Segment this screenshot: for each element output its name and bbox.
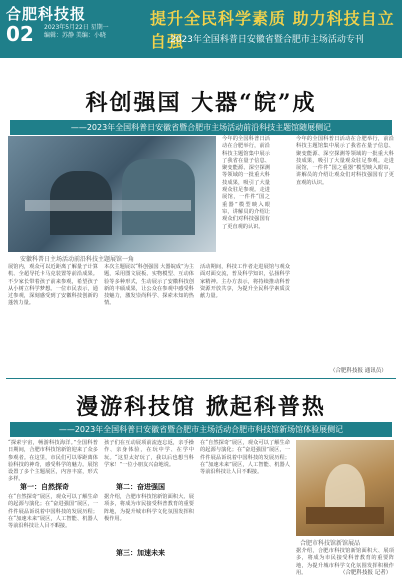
article2-photo-caption: 合肥市科技馆新馆展品 (300, 540, 361, 547)
article1-body-col3: 活动期间，科技工作者走进展馆与观众面对面交流，普及科学知识，弘扬科学家精神。主办方表示，将持续推动科普资源开放共享，为提升全民科学素质贡献力量。 (200, 264, 290, 300)
article1-body-col4: 今年的全国科普日活动在合肥举行，前沿科技主题馆集中展示了我省在量子信息、聚变能源、深空探测等领域的一批重大科技成果，吸引了大量观众驻足参观。走进展馆，一件件“国之重器”模型映入眼帘，讲解员的介绍让观众们对科技强国有了更直观的认识。 (296, 136, 394, 186)
article1-photo (8, 136, 216, 252)
article1-credit: （合肥科技报 通讯员） (330, 368, 387, 374)
newspaper-logo: 合肥科技报 (6, 5, 87, 23)
article2-body-col3: 在“自然探奇”展区，观众可以了解生命的起源与演化；在“奋进强国”展区，一件件展品诉说着中国科技的发展历程；在“加速未来”展区，人工智能、机器人等前沿科技让人目不暇接。 (200, 440, 290, 476)
article2-headline: 漫游科技馆 掀起科普热 (76, 394, 326, 420)
issue-date: 2023年5月22日 星期一 (44, 24, 109, 31)
article1-headline: 科创强国 大器“皖”成 (85, 90, 317, 116)
page-number: 02 (6, 22, 34, 46)
article1-photo-caption: 安徽科普日主场活动前沿科技主题展馆一角 (20, 256, 135, 263)
masthead-subtitle: 2023年全国科普日安徽省暨合肥市主场活动专刊 (170, 35, 364, 45)
article2-credit: （合肥科技报 记者） (340, 570, 392, 576)
article2-body-col2b: 据介绍，合肥市科技馆新馆面积大、展项多，将成为市民接受科普教育的重要阵地，为提升城市科学文化氛围发挥积极作用。 (104, 494, 194, 522)
article2-section-3: 第三：加速未来 (116, 549, 165, 557)
article1-deck: ——2023年全国科普日安徽省暨合肥市主场活动前沿科技主题馆随展侧记 (10, 120, 392, 135)
masthead-slogan: 提升全民科学素质 助力科技自立自强 (150, 9, 395, 51)
issue-editors: 编辑：苏静 美编：小晓 (44, 32, 106, 39)
issue-meta (44, 24, 109, 40)
article1-body-col-side: 今年的全国科普日活动在合肥举行，前沿科技主题馆集中展示了我省在量子信息、聚变能源、深空探测等领域的一批重大科技成果，吸引了大量观众驻足参观。走进展馆，一件件“国之重器”模型映入眼帘，讲解员的介绍让观众们对科技强国有了更直观的认识。 (222, 136, 270, 230)
article1-body-col1: 展馆内，观众可以近距离了解量子计算机、全超导托卡马克装置等前沿成果。不少家长带着孩子前来参观，希望孩子从小树立科学梦想。一位市民表示，通过参观，深刻感受到了安徽科技创新的蓬勃力量。 (8, 264, 98, 307)
section-divider (6, 378, 396, 379)
article2-body-col4: 据介绍，合肥市科技馆新馆面积大、展项多，将成为市民接受科普教育的重要阵地，为提升城市科学文化氛围发挥积极作用。 (296, 548, 394, 576)
masthead-banner (0, 0, 402, 58)
article2-body-col1: “探索宇宙，畅游科技海洋。”全国科普日期间，合肥市科技馆新馆迎来了众多参观者。在这里，市民们可以零距离体验科技的神奇，感受科学的魅力。展馆设置了多个主题展区，内容丰富，形式多样。 (8, 440, 98, 483)
article2-deck: ——2023年全国科普日安徽省暨合肥市主场活动合肥市科技馆新场馆体验展侧记 (10, 422, 392, 437)
article2-section-2: 第二：奋进强国 (116, 483, 165, 491)
article2-section-1: 第一：自然探奇 (20, 483, 69, 491)
article2-body-col2: 孩子们在互动展项前流连忘返，亲手操作、亲身体验，在玩中学、在学中玩。“这里太好玩了，我以后也想当科学家！”一位小朋友兴奋地说。 (104, 440, 194, 468)
article1-body-col2: 本次主题展以“科创强国 大器皖成”为主题，采用图文展板、实物模型、互动体验等多种形式，生动展示了安徽科技创新的丰硕成果，让公众在参观中感受科技魅力，激发崇尚科学、探索未知的热情。 (104, 264, 194, 307)
article2-photo (296, 440, 394, 536)
article2-body-col1b: 在“自然探奇”展区，观众可以了解生命的起源与演化；在“奋进强国”展区，一件件展品诉说着中国科技的发展历程；在“加速未来”展区，人工智能、机器人等前沿科技让人目不暇接。 (8, 494, 98, 530)
